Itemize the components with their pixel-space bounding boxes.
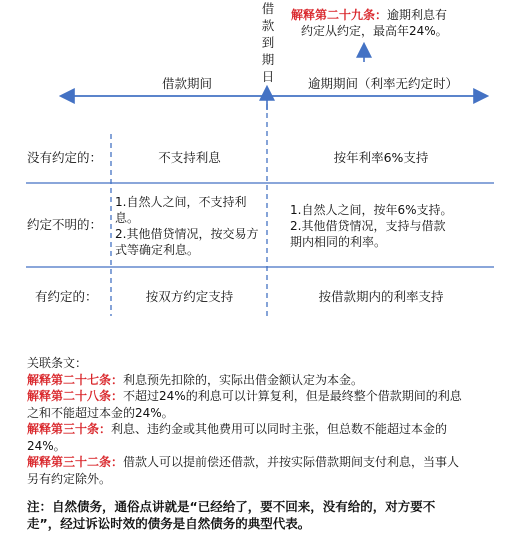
overdue-period-label: 逾期期间（利率无约定时） bbox=[307, 76, 458, 91]
callout-line: 逾期利息有 bbox=[387, 8, 448, 22]
note bbox=[27, 498, 497, 532]
loan-period-label: 借款期间 bbox=[161, 76, 212, 91]
related-line: 之和不能超过本金的24%。 bbox=[27, 405, 174, 420]
related-provisions bbox=[27, 355, 497, 487]
row-left-cell: 不支持利息 bbox=[158, 150, 221, 165]
related-item bbox=[27, 388, 497, 421]
cell-line: 式等确定利息。 bbox=[115, 243, 200, 257]
row-label: 有约定的： bbox=[35, 289, 98, 304]
related-line: 利息、违约金或其他费用可以同时主张，但总数不能超过本金的 bbox=[111, 422, 448, 436]
related-item bbox=[27, 372, 497, 389]
due-date-label bbox=[259, 0, 277, 85]
related-ref: 解释第二十七条： bbox=[27, 372, 124, 387]
cell-line: 1.自然人之间，按年6%支持。 bbox=[290, 203, 453, 217]
note-line: 走”，经过诉讼时效的债务是自然债务的典型代表。 bbox=[27, 516, 311, 531]
due-date-char: 借 bbox=[261, 1, 275, 16]
related-line: 利息预先扣除的，实际出借金额认定为本金。 bbox=[123, 372, 364, 387]
callout-ref: 解释第二十九条： bbox=[291, 8, 388, 22]
related-line: 不超过24%的利息可以计算复利，但是最终整个借款期间的利息 bbox=[123, 389, 462, 403]
due-date-char: 日 bbox=[261, 69, 275, 84]
related-line: 另有约定除外。 bbox=[27, 471, 112, 486]
related-ref: 解释第二十八条： bbox=[27, 389, 124, 403]
callout-line: 约定从约定，最高年24%。 bbox=[301, 24, 448, 38]
due-date-char: 到 bbox=[261, 35, 275, 50]
callout-text bbox=[291, 7, 496, 39]
cell-line: 2.其他借贷情况，支持与借款 bbox=[290, 219, 446, 233]
note-line: 注：自然债务，通俗点讲就是“已经给了，要不回来，没有给的，对方要不 bbox=[27, 499, 436, 514]
cell-line: 息。 bbox=[115, 211, 140, 225]
cell-line: 2.其他借贷情况，按交易方 bbox=[115, 227, 259, 241]
row-right-cell: 按借款期内的利率支持 bbox=[318, 289, 444, 304]
related-item bbox=[27, 454, 497, 487]
related-heading: 关联条文： bbox=[27, 356, 88, 370]
related-line: 24%。 bbox=[27, 438, 66, 453]
cell-line: 1.自然人之间，不支持利 bbox=[115, 195, 247, 209]
related-ref: 解释第三十条： bbox=[27, 422, 112, 436]
related-item bbox=[27, 421, 497, 454]
due-date-char: 期 bbox=[261, 52, 275, 67]
row-left-cell bbox=[115, 194, 267, 258]
row-label: 没有约定的： bbox=[27, 150, 103, 165]
row-left-cell: 按双方约定支持 bbox=[145, 289, 234, 304]
due-date-char: 款 bbox=[261, 18, 275, 33]
row-right-cell: 按年利率6%支持 bbox=[333, 150, 429, 165]
related-line: 借款人可以提前偿还借款，并按实际借款期间支付利息，当事人 bbox=[123, 455, 460, 469]
row-right-cell bbox=[290, 202, 494, 250]
related-ref: 解释第三十二条： bbox=[27, 455, 124, 469]
cell-line: 期内相同的利率。 bbox=[290, 235, 387, 249]
row-label: 约定不明的： bbox=[27, 217, 103, 232]
